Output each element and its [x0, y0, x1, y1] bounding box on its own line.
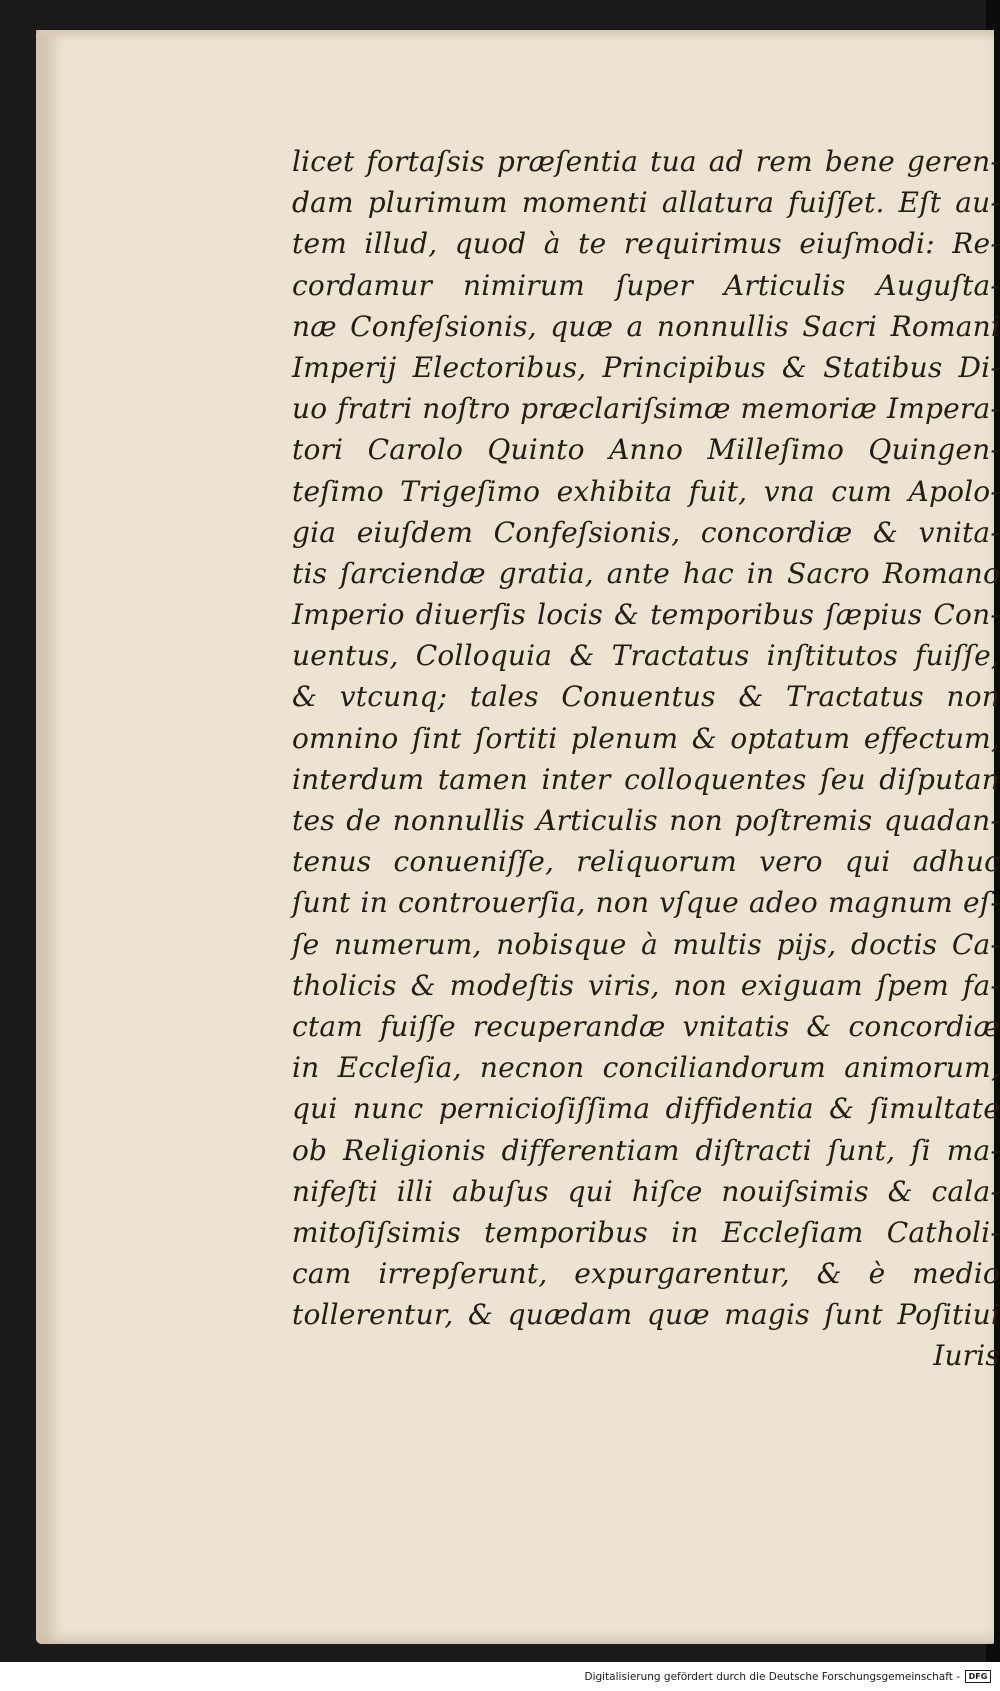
dfg-logo-icon: DFG: [965, 1670, 991, 1683]
footer-bar: [0, 1662, 1000, 1691]
text-line: tes de nonnullis Articulis non poſtremis quadan-: [292, 804, 1000, 837]
text-line: ob Religionis differentiam diſtracti ſunt, ſi ma-: [292, 1133, 1000, 1167]
text-line: mitoſiſsimis temporibus in Eccleſiam Catholi-: [292, 1215, 1000, 1249]
text-line: tem illud, quod à te requirimus eiuſmodi: Re-: [292, 227, 1000, 261]
text-line: Imperio diuerſis locis & temporibus ſæpius Con-: [292, 598, 1000, 632]
page-top-edge: [36, 30, 994, 40]
text-line: Imperij Electoribus, Principibus & Statibus Di-: [292, 350, 1000, 384]
text-line: in Eccleſia, necnon conciliandorum animorum,: [292, 1051, 1000, 1085]
text-line: dam plurimum momenti allatura fuiſſet. Eſt au-: [292, 186, 1000, 220]
text-line: tori Carolo Quinto Anno Milleſimo Quingen-: [292, 433, 1000, 467]
page-gutter-shadow: [36, 30, 64, 1644]
text-line: interdum tamen inter colloquentes ſeu diſputan: [292, 762, 1000, 796]
text-line: tenus conueniſſe, reliquorum vero qui adhuc: [292, 845, 1000, 879]
text-line: tis ſarciendæ gratia, ante hac in Sacro Romano: [292, 556, 1000, 590]
text-line: ſe numerum, nobisque à multis pijs, doctis Ca-: [292, 927, 1000, 961]
text-line: næ Confeſsionis, quæ a nonnullis Sacri Romani: [292, 309, 1000, 343]
text-line: uentus, Colloquia & Tractatus inſtitutos fuiſſe,: [292, 639, 1000, 673]
text-line: nifeſti illi abuſus qui hiſce nouiſsimis & cala-: [292, 1174, 1000, 1208]
text-line: & vtcunq; tales Conuentus & Tractatus non: [292, 680, 1000, 714]
text-line: cam irrepſerunt, expurgarentur, & è medio: [292, 1257, 1000, 1291]
text-line: ctam fuiſſe recuperandæ vnitatis & concordiæ: [292, 1009, 1000, 1043]
text-line: gia eiuſdem Confeſsionis, concordiæ & vnita-: [292, 515, 1000, 549]
text-line: licet fortaſsis præſentia tua ad rem bene geren-: [292, 145, 1000, 178]
text-line: ſunt in controuerſia, non vſque adeo magnum eſ-: [292, 886, 1000, 920]
page-text-block: [292, 141, 1000, 1377]
text-line: tollerentur, & quædam quæ magis ſunt Poſitiui: [292, 1298, 1000, 1332]
text-line: qui nunc pernicioſiſſima diffidentia & ſimultate: [292, 1092, 1000, 1126]
text-line: cordamur nimirum ſuper Articulis Auguſta-: [292, 268, 1000, 302]
text-line: teſimo Trigeſimo exhibita fuit, vna cum Apolo-: [292, 474, 1000, 508]
catchword: Iuris: [933, 1339, 1000, 1373]
text-line: tholicis & modeſtis viris, non exiguam ſpem fa-: [292, 968, 1000, 1002]
funding-credit: Digitalisierung gefördert durch die Deutsche Forschungsgemeinschaft -: [584, 1671, 960, 1683]
book-page: [36, 30, 1000, 1644]
text-line: uo fratri noſtro præclariſsimæ memoriæ Impera-: [292, 392, 1000, 426]
text-line: omnino ſint ſortiti plenum & optatum effectum,: [292, 721, 1000, 755]
